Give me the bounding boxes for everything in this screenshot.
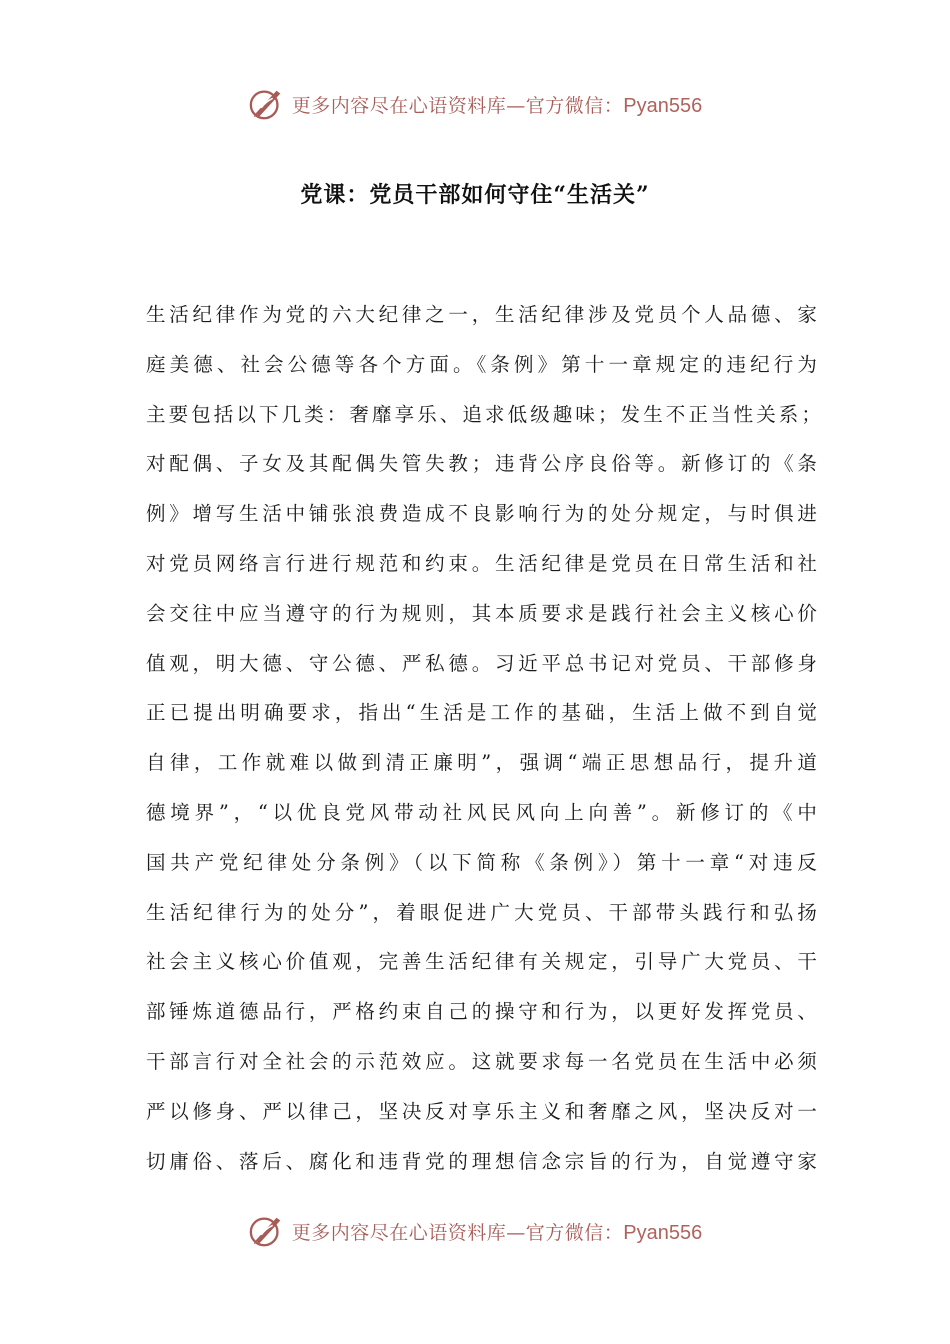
header-wechat-id: Pyan556 — [623, 94, 703, 117]
body-line: 自律，工作就难以做到清正廉明”，强调“端正思想品行，提升道 — [146, 751, 820, 775]
document-body — [146, 290, 825, 1186]
header-banner — [0, 82, 950, 126]
body-line: 部锤炼道德品行，严格约束自己的操守和行为，以更好发挥党员、 — [146, 1000, 820, 1024]
body-line: 值观，明大德、守公德、严私德。习近平总书记对党员、干部修身 — [146, 651, 820, 675]
body-line: 德境界”，“以优良党风带动社风民风向上向善”。新修订的《中 — [146, 800, 820, 824]
body-line: 例》增写生活中铺张浪费造成不良影响行为的处分规定，与时俱进 — [146, 502, 820, 526]
body-line: 正已提出明确要求，指出“生活是工作的基础，生活上做不到自觉 — [146, 701, 820, 725]
pen-logo-icon — [248, 1212, 286, 1250]
header-banner-text: 更多内容尽在心语资料库—官方微信：Pyan556 — [291, 94, 703, 117]
body-line: 严以修身、严以律己，坚决反对享乐主义和奢靡之风，坚决反对一 — [146, 1099, 820, 1123]
body-line: 对配偶、子女及其配偶失管失教；违背公序良俗等。新修订的《条 — [146, 452, 820, 476]
body-line: 国共产党纪律处分条例》（以下简称《条例》）第十一章“对违反 — [146, 850, 820, 874]
body-line: 干部言行对全社会的示范效应。这就要求每一名党员在生活中必须 — [146, 1049, 820, 1073]
document-title: 党课：党员干部如何守住“生活关” — [300, 182, 650, 208]
body-line: 主要包括以下几类：奢靡享乐、追求低级趣味；发生不正当性关系； — [146, 402, 825, 426]
body-line: 生活纪律行为的处分”，着眼促进广大党员、干部带头践行和弘扬 — [146, 900, 820, 924]
body-line: 庭美德、社会公德等各个方面。《条例》第十一章规定的违纪行为 — [146, 352, 820, 376]
pen-logo-icon — [248, 85, 286, 123]
footer-wechat-id: Pyan556 — [623, 1221, 703, 1244]
body-line: 会交往中应当遵守的行为规则，其本质要求是践行社会主义核心价 — [146, 601, 820, 625]
footer-banner-text: 更多内容尽在心语资料库—官方微信：Pyan556 — [291, 1221, 703, 1244]
body-line: 社会主义核心价值观，完善生活纪律有关规定，引导广大党员、干 — [146, 950, 820, 974]
body-line: 切庸俗、落后、腐化和违背党的理想信念宗旨的行为，自觉遵守家 — [146, 1149, 820, 1173]
body-line: 对党员网络言行进行规范和约束。生活纪律是党员在日常生活和社 — [146, 551, 820, 575]
body-line: 生活纪律作为党的六大纪律之一，生活纪律涉及党员个人品德、家 — [146, 303, 820, 326]
footer-banner — [0, 1209, 950, 1253]
